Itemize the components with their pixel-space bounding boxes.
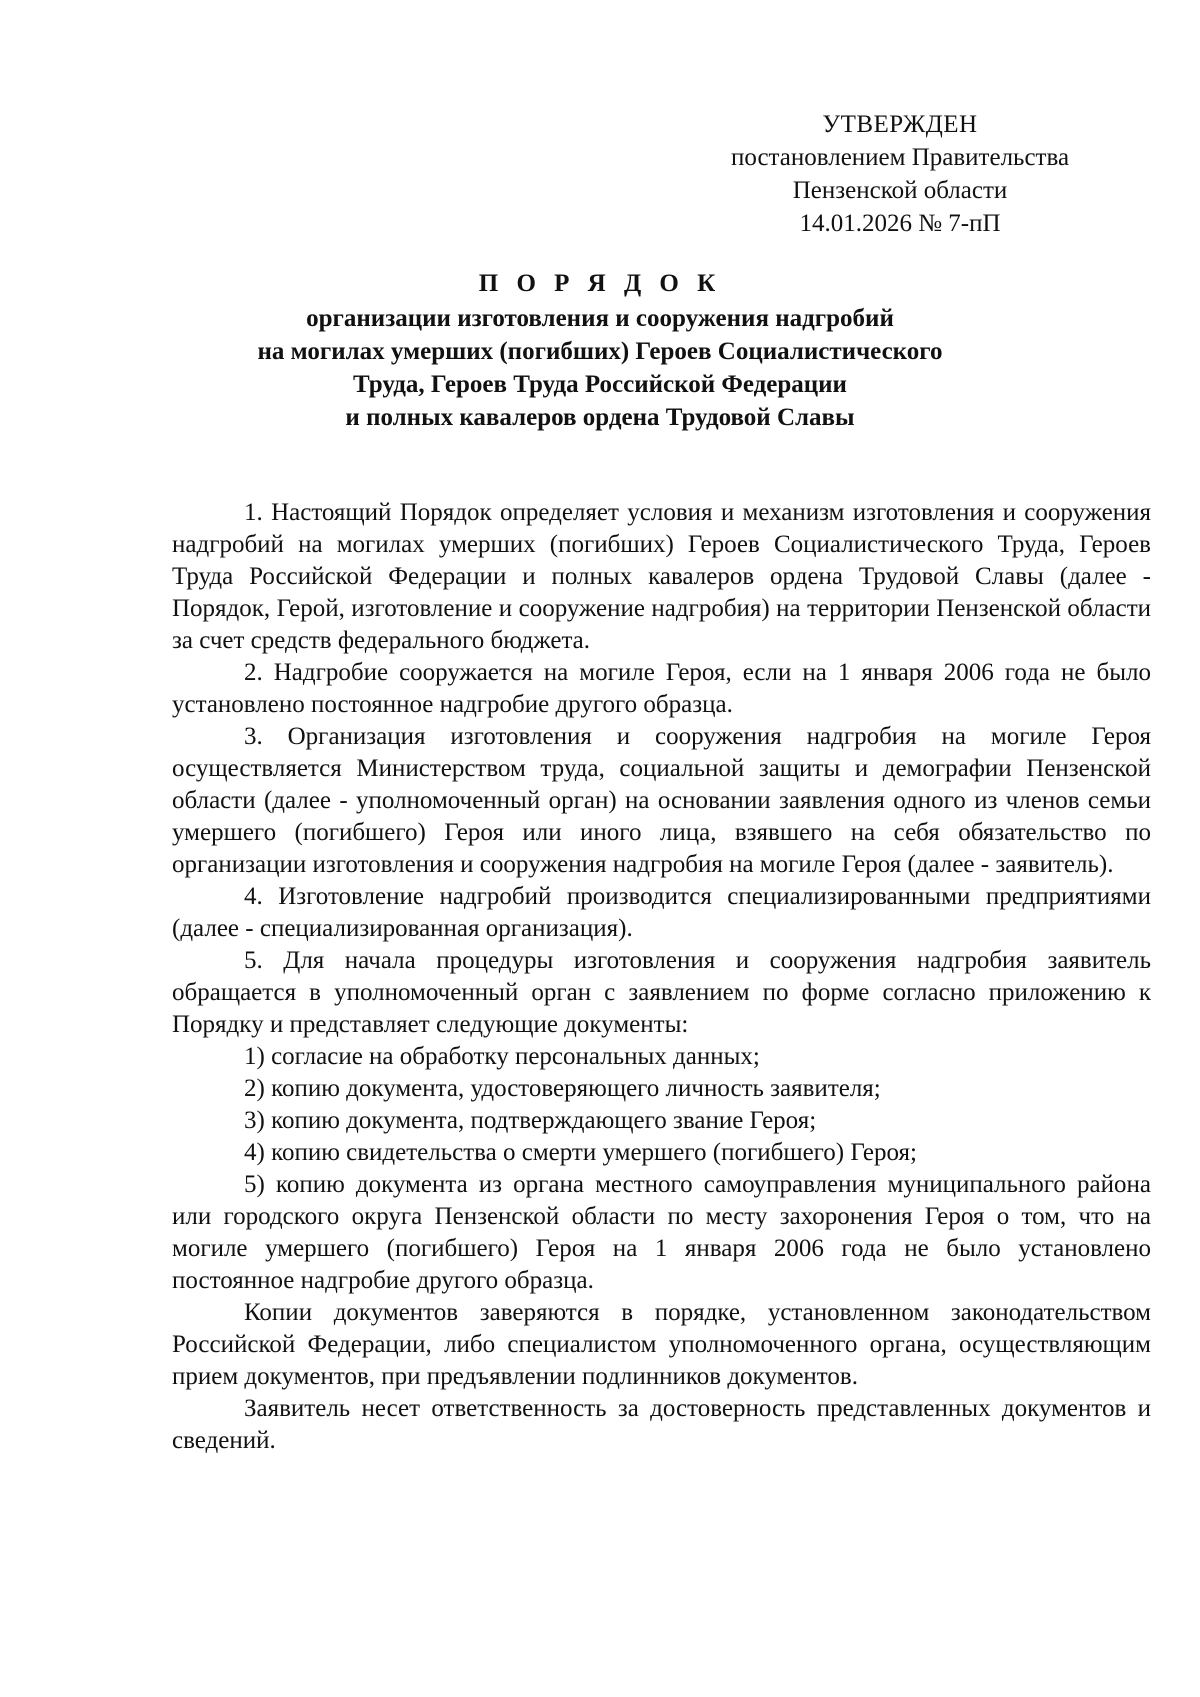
paragraph: Копии документов заверяются в порядке, установленном законодательством Российской Федерации, либо специалистом уполномоченного органа, осуществляющим прием документов, при предъявлении подлинников документов.: [172, 1299, 1151, 1390]
list-item: 1) согласие на обработку персональных данных;: [244, 1043, 760, 1070]
paragraph: 2. Надгробие сооружается на могиле Героя, если на 1 января 2006 года не было установлено постоянное надгробие другого образца.: [172, 659, 1151, 718]
approval-date-number: 14.01.2026 № 7-пП: [799, 210, 1001, 237]
list-item: 3) копию документа, подтверждающего звание Героя;: [244, 1107, 817, 1134]
list-item: 4) копию свидетельства о смерти умершего (погибшего) Героя;: [244, 1139, 917, 1166]
paragraph: 1. Настоящий Порядок определяет условия и механизм изготовления и сооружения надгробий на могилах умерших (погибших) Героев Социалистического Труда, Героев Труда Российской Федерации и полных кавалеров ордена Трудовой Славы (далее - Порядок, Герой, изготовление и сооружение надгробия) на территории Пензенской области за счет средств федерального бюджета.: [172, 499, 1151, 654]
document-title: [160, 266, 1040, 434]
title-line: и полных кавалеров ордена Трудовой Славы: [345, 404, 855, 431]
title-main: П О Р Я Д О К: [478, 270, 722, 297]
list-item: 2) копию документа, удостоверяющего личность заявителя;: [244, 1075, 881, 1102]
title-line: Труда, Героев Труда Российской Федерации: [353, 371, 847, 398]
approval-line: Пензенской области: [792, 177, 1008, 204]
approval-line: постановлением Правительства: [730, 144, 1070, 171]
paragraph: 4. Изготовление надгробий производится специализированными предприятиями (далее - специализированная организация).: [172, 883, 1151, 942]
approval-heading: УТВЕРЖДЕН: [822, 111, 978, 138]
paragraph: 3. Организация изготовления и сооружения надгробия на могиле Героя осуществляется Министерством труда, социальной защиты и демографии Пензенской области (далее - уполномоченный орган) на основании заявления одного из членов семьи умершего (погибшего) Героя или иного лица, взявшего на себя обязательство по организации изготовления и сооружения надгробия на могиле Героя (далее - заявитель).: [172, 723, 1151, 878]
approval-stamp: [640, 108, 1160, 240]
list-item: 5) копию документа из органа местного самоуправления муниципального района или городского округа Пензенской области по месту захоронения Героя о том, что на могиле умершего (погибшего) Героя на 1 января 2006 года не было установлено постоянное надгробие другого образца.: [172, 1171, 1151, 1294]
title-line: организации изготовления и сооружения надгробий: [306, 305, 894, 332]
title-line: на могилах умерших (погибших) Героев Социалистического: [257, 338, 943, 365]
paragraph: 5. Для начала процедуры изготовления и сооружения надгробия заявитель обращается в уполномоченный орган с заявлением по форме согласно приложению к Порядку и представляет следующие документы:: [172, 947, 1151, 1038]
paragraph: Заявитель несет ответственность за достоверность представленных документов и сведений.: [172, 1395, 1151, 1454]
document-body: [172, 497, 1151, 1457]
